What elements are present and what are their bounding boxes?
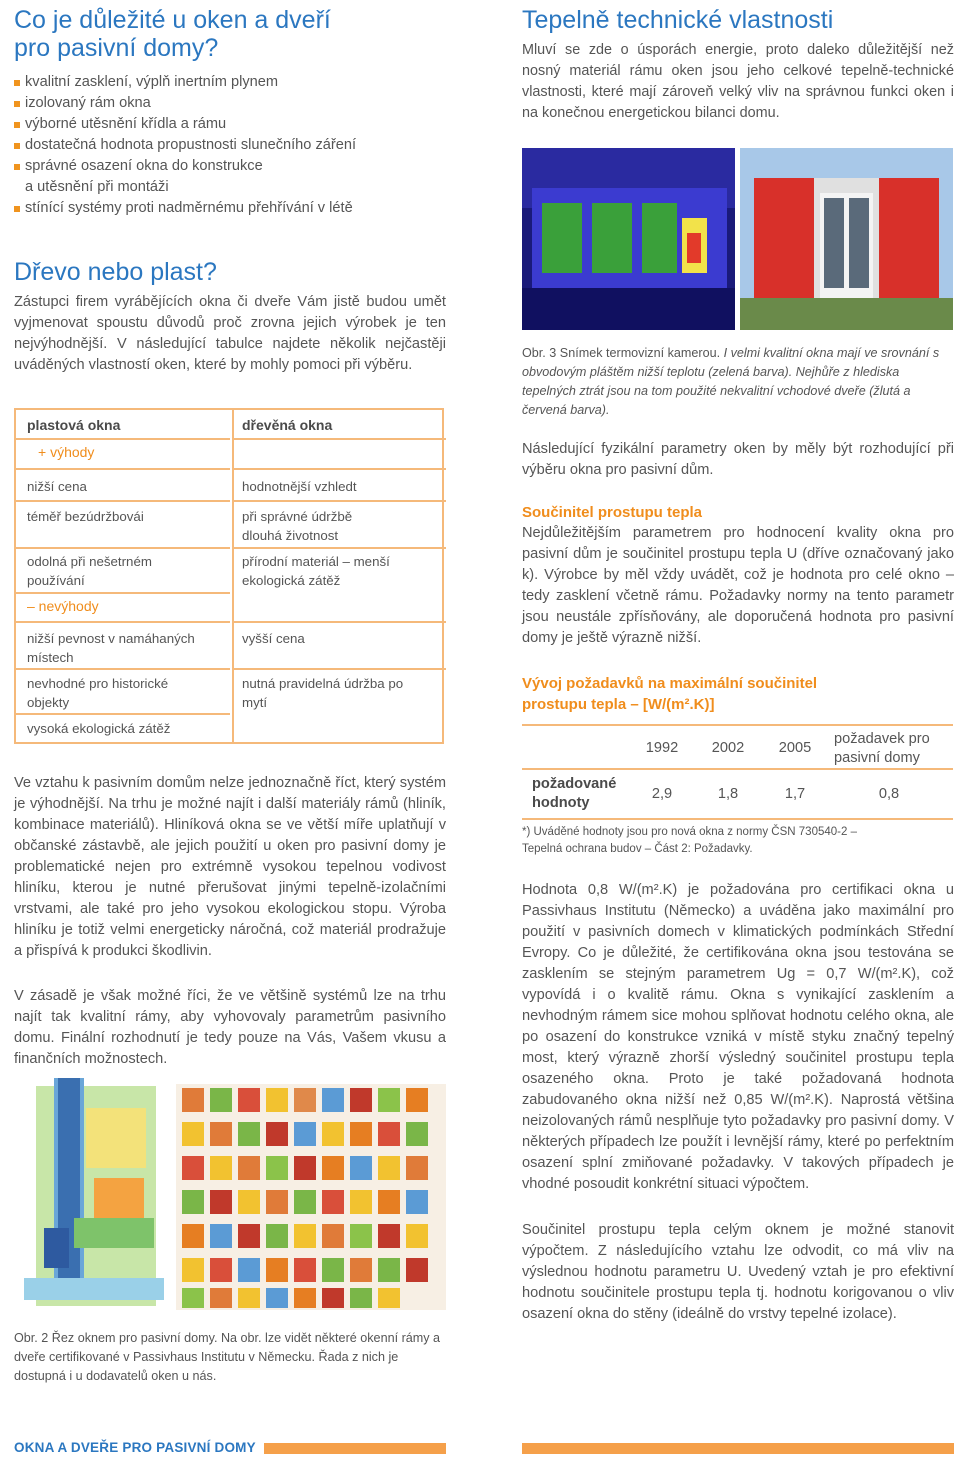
list-item: dostatečná hodnota propustnosti slunečního záření bbox=[14, 135, 446, 156]
requirements-development-heading bbox=[522, 673, 954, 715]
table-cell: téměř bezúdržbovái bbox=[27, 509, 144, 524]
figure-3-caption bbox=[522, 344, 954, 420]
thermal-intro-paragraph: Mluví se zde o úsporách energie, proto daleko důležitější než nosný materiál rámu oken jsou jeho celkové tepelně-technické vlastnosti, které mají zároveň velký vliv na správnou funkci oken i na konečnou energetickou bilanci domu. bbox=[522, 42, 954, 121]
table-cell: nižší cena bbox=[27, 479, 87, 494]
body-paragraph-2: V zásadě je však možné říci, že ve většině systémů lze na trhu najít tak kvalitní rámy, aby vyhovovaly parametrům pasivního domu. Finální rozhodnutí je tedy pouze na Vás, Vašem vkusu a finančních možnostech. bbox=[14, 988, 446, 1067]
table-cell: při správné údržbě dlouhá životnost bbox=[242, 509, 353, 543]
requirements-list bbox=[14, 72, 446, 219]
table-cell: nižší pevnost v namáhaných místech bbox=[27, 631, 195, 665]
thermal-image bbox=[522, 148, 735, 330]
table-cell: 0,8 bbox=[878, 786, 900, 802]
footer-title: OKNA A DVEŘE PRO PASIVNÍ DOMY bbox=[14, 1440, 264, 1455]
col-header-wood: dřevěná okna bbox=[242, 417, 333, 433]
footer-bar-right bbox=[522, 1443, 954, 1454]
u-value-heading: Součinitel prostupu tepla bbox=[522, 504, 703, 521]
list-item-continuation: a utěsnění při montáži bbox=[25, 179, 169, 195]
main-heading-line1: Co je důležité u oken a dveří bbox=[14, 6, 331, 34]
list-item: výborné utěsnění křídla a rámu bbox=[14, 114, 446, 135]
body-paragraph-1: Ve vztahu k pasivním domům nelze jednoznačně říct, který systém je výhodnější. Na trhu je možné najít i další materiály rámů (hliník, kombinace materiálů). Hliníková okna se ve větší míře uplatňují v občanské zástavbě, ale jejich použití u oken pro pasivní domy je problematické nejen pro extrémně vysokou tepelnou vodivost hliníku, kterou je nutné přerušovat jinými tepelně-izolačními vrstvami, ale také pro jeho vysokou ekologickou stopu. Výroba hliníku je totiž velmi energeticky náročná, což materiál prodražuje a přispívá k produkci škodlivin. bbox=[14, 775, 446, 959]
certification-paragraph bbox=[522, 880, 954, 1195]
frame-catalogue-grid bbox=[176, 1084, 446, 1310]
table-footnote-line1: *) Uváděné hodnoty jsou pro nová okna z normy ČSN 730540-2 – bbox=[522, 826, 857, 838]
pros-label: + výhody bbox=[38, 444, 95, 460]
figure-3-caption-text: I velmi kvalitní okna mají ve srovnání s obvodovým pláštěm nižší teplotu (zelená barva). Nejhůře z hlediska tepelných ztrát jsou na tom použité nekvalitní vchodové dveře (žlutá a červená barva). bbox=[522, 346, 940, 417]
col-header-plastic: plastová okna bbox=[27, 417, 121, 433]
window-section-drawing bbox=[24, 1078, 164, 1306]
table-cell: hodnotnější vzhledt bbox=[242, 479, 357, 494]
year-2005: 2005 bbox=[778, 740, 812, 756]
year-1992: 1992 bbox=[645, 740, 679, 756]
intro-paragraph: Zástupci firem vyrábějících okna či dveře Vám jistě budou umět vyjmenovat spoustu důvodů proč zrovna jejich výrobek je ten nejvýhodnější. V následující tabulce najdete několik nejčastěji uváděných vlastností oken, které by mohly pomoci při výběru. bbox=[14, 294, 446, 373]
table-cell: 1,8 bbox=[717, 786, 739, 802]
figure-3-caption-label: Obr. 3 Snímek termovizní kamerou. bbox=[522, 346, 721, 360]
year-2002: 2002 bbox=[711, 740, 745, 756]
table-cell: 2,9 bbox=[651, 786, 673, 802]
required-values-label: požadované hodnoty bbox=[532, 776, 617, 811]
wood-or-plastic-heading: Dřevo nebo plast? bbox=[14, 258, 217, 286]
parameters-intro-paragraph: Následující fyzikální parametry oken by měly být rozhodující při výběru okna pro pasivní dům. bbox=[522, 441, 954, 478]
main-heading-line2: pro pasivní domy? bbox=[14, 34, 219, 62]
u-value-paragraph: Nejdůležitějším parametrem pro hodnocení kvality okna pro pasivní dům je součinitel prostupu tepla U (dříve označovaný jako k). Výrobce by měl vždy uvádět, což je hodnota pro celé okno – tedy zasklení včetně rámu. Požadavky normy na tento parametr jsou neustále zpřísňovány, ale doporučená hodnota pro pasivní domy je ještě výrazně nižší. bbox=[522, 525, 954, 646]
table-cell: vysoká ekologická zátěž bbox=[27, 721, 171, 736]
table-cell: odolná při nešetrném používání bbox=[27, 554, 152, 588]
table-divider bbox=[232, 410, 234, 742]
table-cell: přírodní materiál – menší ekologická zátěž bbox=[242, 554, 390, 588]
figure-2-caption: Obr. 2 Řez oknem pro pasivní domy. Na obr. lze vidět některé okenní rámy a dveře certifikované v Passivhaus Institutu v Německu. Řada z nich je dostupná i u dodavatelů oken u nás. bbox=[14, 1331, 441, 1383]
u-value-requirements-table bbox=[522, 724, 953, 822]
table-values-row bbox=[522, 770, 953, 820]
certification-text: Hodnota 0,8 W/(m².K) je požadována pro certifikaci okna u Passivhaus Institutu (Německo) a uváděna jako maximální pro použití v pasivních domech v klimatických podmínkách Střední Evropy. Co je důležité, že certifikována okna jsou testována se zasklením se stejným parametrem bbox=[522, 882, 954, 982]
table-footnote-line2: Tepelná ochrana budov – Část 2: Požadavky. bbox=[522, 843, 753, 855]
passive-house-header: požadavek pro pasivní domy bbox=[834, 731, 930, 766]
table-cell: nevhodné pro historické objekty bbox=[27, 676, 169, 710]
ug-value-text: Ug = 0,7 W/(m².K), což vypovídá i o kvalitě rámu. Okna bbox=[522, 966, 954, 1003]
comparison-table bbox=[14, 408, 444, 744]
requirements-heading-line1: Vývoj požadavků na maximální součinitel bbox=[522, 675, 818, 692]
table-cell: vyšší cena bbox=[242, 631, 305, 646]
thermal-properties-heading: Tepelně technické vlastnosti bbox=[522, 6, 834, 34]
list-item: izolovaný rám okna bbox=[14, 93, 446, 114]
requirements-heading-line2: prostupu tepla – [W/(m².K)] bbox=[522, 696, 715, 713]
window-frames-figure bbox=[14, 1078, 446, 1318]
table-header-row bbox=[522, 724, 953, 770]
thermal-comparison-photo bbox=[522, 148, 953, 330]
table-cell: 1,7 bbox=[784, 786, 806, 802]
cons-label: – nevýhody bbox=[27, 598, 99, 614]
building-photo bbox=[740, 148, 953, 330]
list-item: stínící systémy proti nadměrnému přehřívání v létě bbox=[14, 198, 446, 219]
list-item: správné osazení okna do konstrukce bbox=[14, 156, 446, 177]
calculation-paragraph: Součinitel prostupu tepla celým oknem je možné stanovit výpočtem. Z následujícího vztahu lze odvodit, co má vliv na výslednou hodnotu parametru U. Uvedený vztah je pro efektivní hodnotu součinitele prostupu tepla tj. hodnotu korigovanou o vliv osazení okna do stěny (ideálně do vrstvy tepelné izolace). bbox=[522, 1222, 954, 1322]
table-footnote bbox=[522, 824, 954, 858]
main-heading bbox=[14, 6, 454, 62]
list-item: kvalitní zasklení, výplň inertním plynem bbox=[14, 72, 446, 93]
frame-quality-text: s vynikající zasklením a nevhodným rámem sice mohou splňovat hodnotu celého okna, ale po osazení do konstrukce vzniká v místě styku značný tepelný most, který výrazně zhorší výsledný součinitel prostupu tepla osazeného okna. Proto je také požadovaná hodnota zabudovaného okna nižší než 0,85 W/(m².K). Naprostá většina neizolovaných rámů nesplňuje tyto požadavky pro pasivní domy. V některých případech lze použít i levnější rámy, které po perfektním osazení splní zmiňované požadavky. V takových případech je vhodné posoudit konkrétní situaci výpočtem. bbox=[522, 987, 954, 1192]
table-cell: nutná pravidelná údržba po mytí bbox=[242, 676, 404, 710]
